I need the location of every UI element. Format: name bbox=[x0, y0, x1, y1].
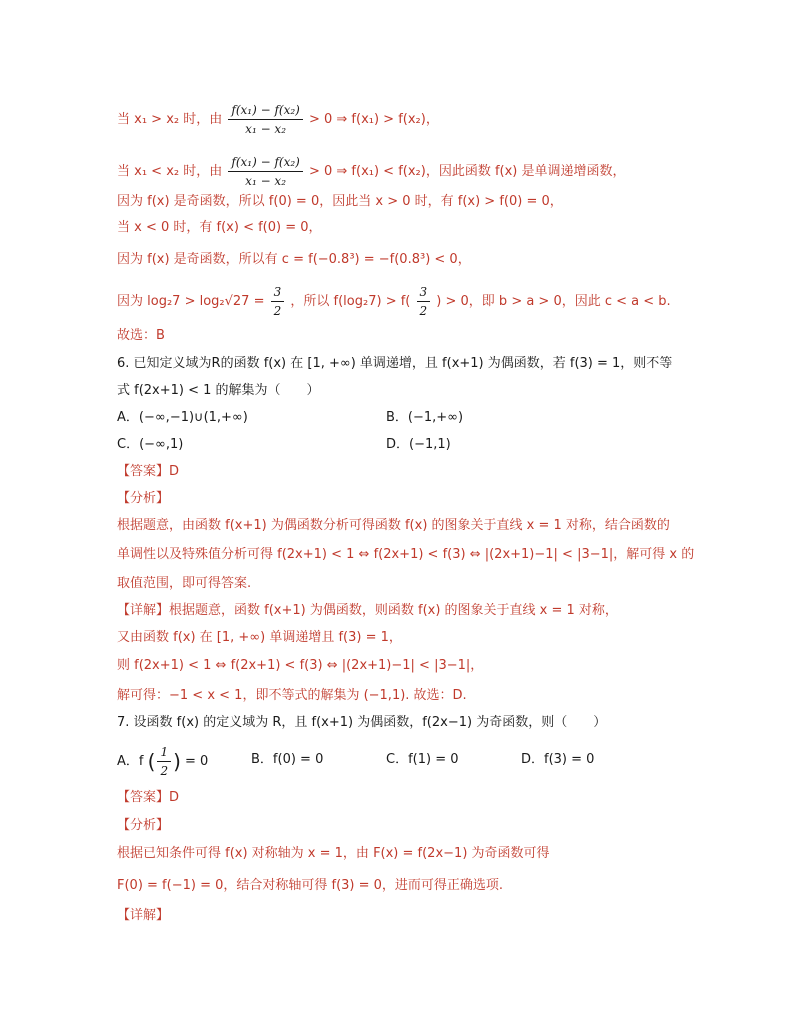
q6-option-d: D．(−1,1) bbox=[386, 437, 451, 452]
line-2-fraction-denominator: x₁ − x₂ bbox=[245, 174, 287, 188]
q6-analysis-line-2: 单调性以及特殊值分析可得 f(2x+1) < 1 ⇔ f(2x+1) < f(3) ⇔ |(2x+1)−1| < |3−1|，解可得 x 的 bbox=[117, 547, 695, 562]
q7-option-b: B．f(0) = 0 bbox=[251, 752, 324, 767]
q6-analysis-line-3: 取值范围，即可得答案. bbox=[117, 576, 252, 591]
q7-analysis-label: 【分析】 bbox=[117, 818, 170, 833]
q6-analysis-line-1: 根据题意，由函数 f(x+1) 为偶函数分析可得函数 f(x) 的图象关于直线 x = 1 对称，结合函数的 bbox=[117, 518, 670, 533]
q6-option-b: B．(−1,+∞) bbox=[386, 410, 464, 425]
q7-option-a-prefix: A．f bbox=[117, 754, 144, 769]
q6-option-c: C．(−∞,1) bbox=[117, 437, 184, 452]
proof-line-5: 因为 f(x) 是奇函数，所以有 c = f(−0.8³) = −f(0.8³) < 0， bbox=[117, 252, 471, 267]
line-2-fraction bbox=[228, 154, 302, 189]
q6-detail-text-1: 根据题意，函数 f(x+1) 为偶函数，则函数 f(x) 的图象关于直线 x = 1 对称， bbox=[169, 603, 618, 618]
proof-line-3: 因为 f(x) 是奇函数，所以 f(0) = 0，因此当 x > 0 时，有 f(x) > f(0) = 0， bbox=[117, 194, 563, 209]
q6-analysis-label: 【分析】 bbox=[117, 491, 170, 506]
q7-option-c: C．f(1) = 0 bbox=[386, 752, 459, 767]
q6-detail-line-1 bbox=[117, 601, 618, 621]
q7-option-a-paren-close: ) bbox=[173, 749, 181, 774]
q7-stem: 7. 设函数 f(x) 的定义域为 R，且 f(x+1) 为偶函数，f(2x−1) 为奇函数，则（ ） bbox=[117, 715, 607, 730]
line-6-fraction-1-denominator: 2 bbox=[273, 304, 282, 318]
line-1-suffix: > 0 ⇒ f(x₁) > f(x₂)， bbox=[308, 112, 439, 127]
proof-line-6 bbox=[117, 284, 671, 319]
proof-line-2 bbox=[117, 154, 626, 189]
q7-option-a bbox=[117, 744, 208, 779]
line-6-fraction-2-denominator: 2 bbox=[419, 304, 428, 318]
line-6-fraction-2-numerator: 3 bbox=[417, 284, 431, 302]
line-1-fraction-numerator: f(x₁) − f(x₂) bbox=[228, 102, 302, 120]
q6-stem-line-2: 式 f(2x+1) < 1 的解集为（ ） bbox=[117, 383, 320, 398]
q7-option-a-paren-open: ( bbox=[147, 749, 156, 774]
q6-stem-line-1: 6. 已知定义域为R的函数 f(x) 在 [1, +∞) 单调递增，且 f(x+1) 为偶函数，若 f(3) = 1，则不等 bbox=[117, 356, 673, 371]
q7-option-a-numerator: 1 bbox=[157, 744, 171, 762]
q7-detail-label: 【详解】 bbox=[117, 908, 170, 923]
line-1-fraction bbox=[228, 102, 302, 137]
line-6-suffix: ) > 0，即 b > a > 0，因此 c < a < b. bbox=[436, 294, 671, 309]
q6-detail-line-4: 解可得：−1 < x < 1，即不等式的解集为 (−1,1). 故选：D. bbox=[117, 688, 467, 703]
q6-option-a: A．(−∞,−1)∪(1,+∞) bbox=[117, 410, 248, 425]
line-6-mid: ，所以 f(log₂7) > f( bbox=[290, 294, 411, 309]
q6-detail-line-3: 则 f(2x+1) < 1 ⇔ f(2x+1) < f(3) ⇔ |(2x+1)−1| < |3−1|， bbox=[117, 658, 484, 673]
q7-answer: 【答案】D bbox=[117, 790, 180, 805]
q6-answer: 【答案】D bbox=[117, 464, 180, 479]
line-1-prefix: 当 x₁ > x₂ 时，由 bbox=[117, 112, 223, 127]
q7-option-d: D．f(3) = 0 bbox=[521, 752, 595, 767]
q7-analysis-line-1: 根据已知条件可得 f(x) 对称轴为 x = 1，由 F(x) = f(2x−1) 为奇函数可得 bbox=[117, 846, 550, 861]
line-1-fraction-denominator: x₁ − x₂ bbox=[245, 122, 287, 136]
line-6-fraction-2 bbox=[417, 284, 431, 319]
q7-option-a-denominator: 2 bbox=[160, 764, 169, 778]
q7-option-a-suffix: = 0 bbox=[185, 754, 209, 769]
proof-line-1 bbox=[117, 102, 439, 137]
line-6-fraction-1-numerator: 3 bbox=[271, 284, 285, 302]
line-2-prefix: 当 x₁ < x₂ 时，由 bbox=[117, 164, 223, 179]
line-6-prefix: 因为 log₂7 > log₂√27 = bbox=[117, 294, 265, 309]
q6-detail-line-2: 又由函数 f(x) 在 [1, +∞) 单调递增且 f(3) = 1， bbox=[117, 630, 402, 645]
proof-conclusion: 故选：B bbox=[117, 328, 165, 343]
q7-analysis-line-2: F(0) = f(−1) = 0，结合对称轴可得 f(3) = 0，进而可得正确选项. bbox=[117, 878, 504, 893]
line-2-suffix: > 0 ⇒ f(x₁) < f(x₂)，因此函数 f(x) 是单调递增函数， bbox=[308, 164, 626, 179]
q6-detail-label: 【详解】 bbox=[117, 603, 170, 618]
line-2-fraction-numerator: f(x₁) − f(x₂) bbox=[228, 154, 302, 172]
q7-option-a-fraction bbox=[157, 744, 171, 779]
line-6-fraction-1 bbox=[271, 284, 285, 319]
proof-line-4: 当 x < 0 时，有 f(x) < f(0) = 0， bbox=[117, 220, 322, 235]
